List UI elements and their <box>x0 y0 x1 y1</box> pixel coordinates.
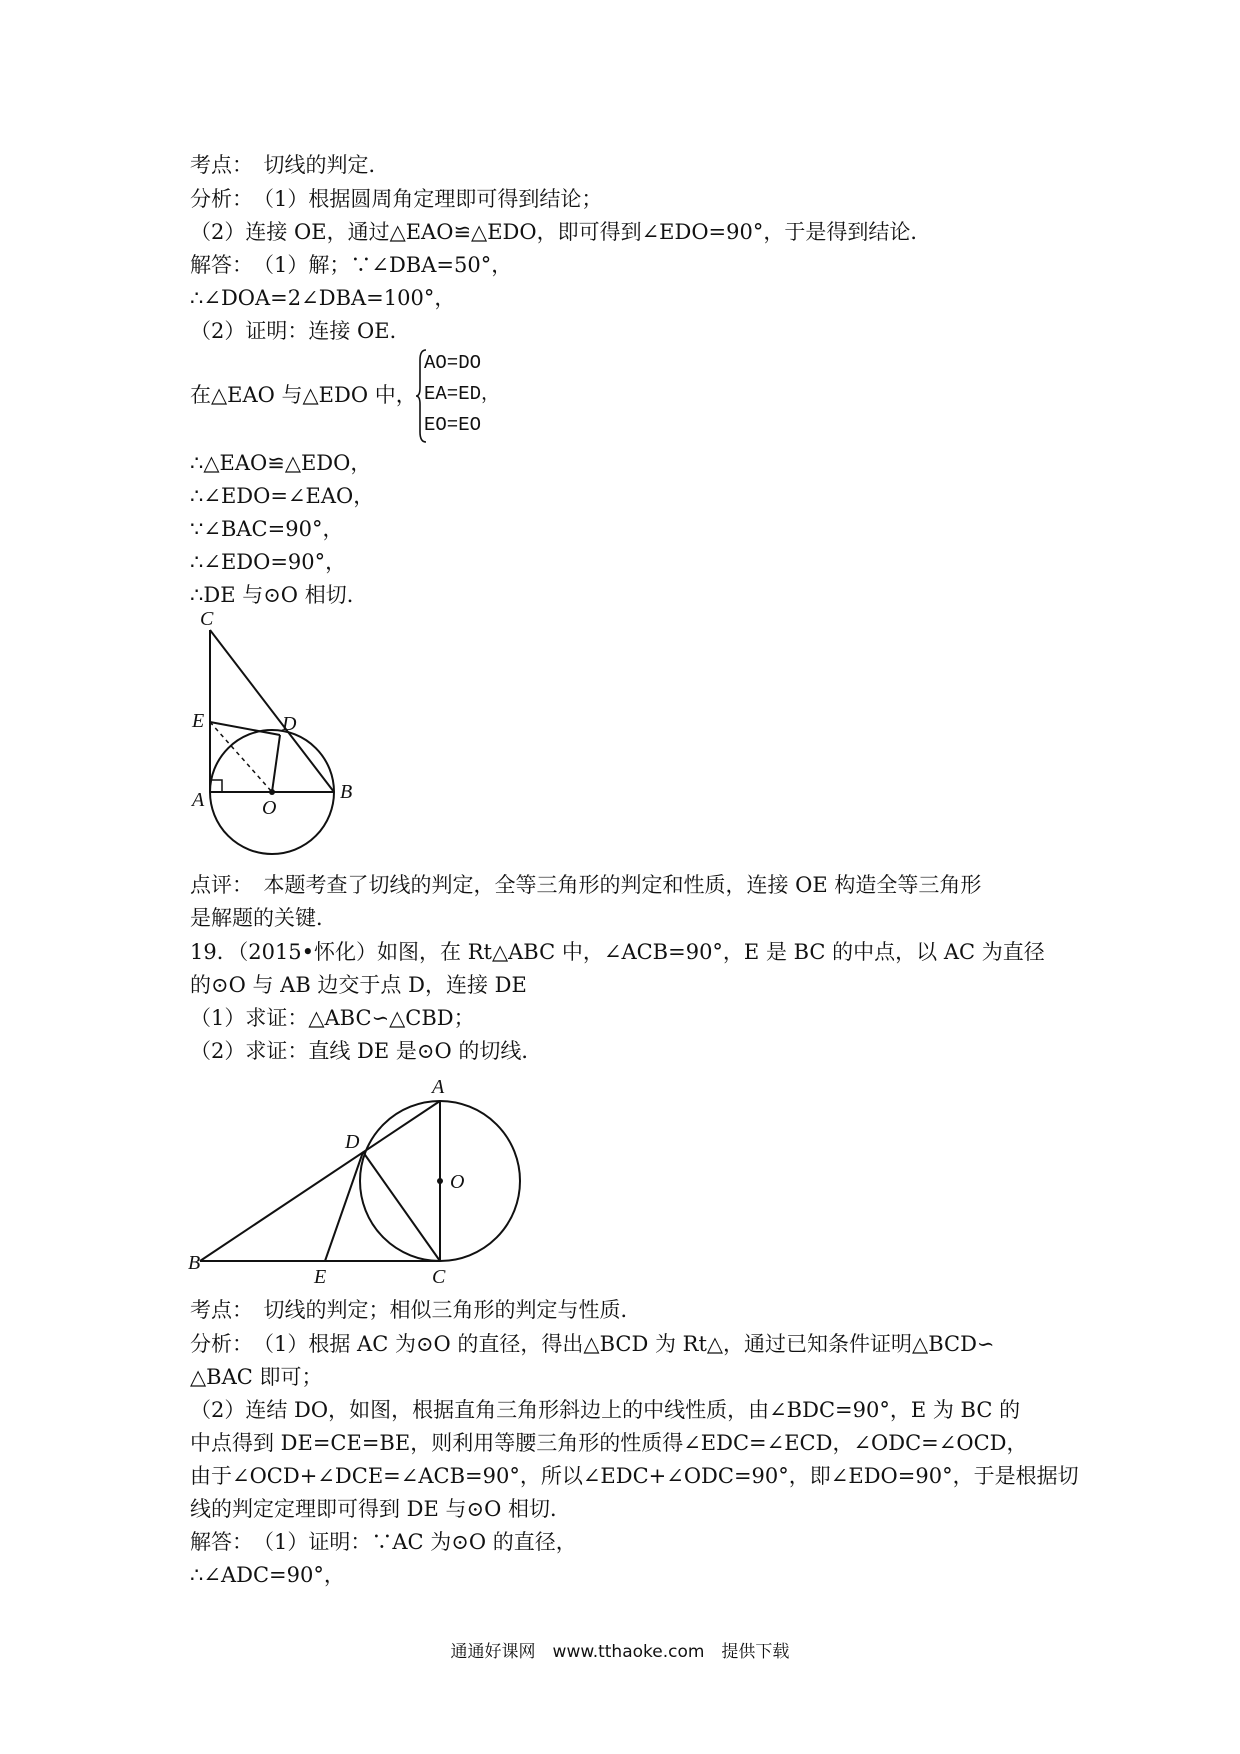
segment-dc <box>363 1152 440 1261</box>
system-eq-1: AO=DO <box>424 352 482 374</box>
label-o: O <box>262 797 277 819</box>
fenxi-1-part2: （2）连接 OE，通过△EAO≌△EDO，即可得到∠EDO=90°，于是得到结论． <box>190 220 932 244</box>
jieda-2-step: ∴∠ADC=90°， <box>190 1563 345 1587</box>
figure-1 <box>180 610 380 860</box>
dianping: 点评： 本题考查了切线的判定，全等三角形的判定和性质，连接 OE 构造全等三角形 <box>190 873 982 897</box>
triangle-compare: 在△EAO 与△EDO 中， <box>190 383 417 407</box>
jieda-1-step: ∴∠DOA=2∠DBA=100°， <box>190 286 456 310</box>
fenxi-2: 分析： （1）根据 AC 为⊙O 的直径，得出△BCD 为 Rt△，通过已知条件证明△BCD∽ <box>190 1332 995 1356</box>
problem-19: 19．（2015•怀化）如图，在 Rt△ABC 中，∠ACB=90°，E 是 BC 的中点，以 AC 为直径 <box>190 940 1045 964</box>
problem-19-part1: （1）求证：△ABC∽△CBD； <box>190 1006 475 1030</box>
system-eq-3: EO=EO <box>424 414 482 436</box>
fenxi-1: 分析： （1）根据圆周角定理即可得到结论； <box>190 187 603 211</box>
segment-ba <box>200 1101 440 1261</box>
kaodian-1: 考点： 切线的判定． <box>190 153 390 177</box>
fenxi-2-part2-c: 由于∠OCD+∠DCE=∠ACB=90°，所以∠EDC+∠ODC=90°，即∠EDO=90°，于是根据切 <box>190 1464 1079 1488</box>
system-eq-2: EA=ED， <box>424 383 501 405</box>
label-o: O <box>450 1171 465 1193</box>
label-d: D <box>282 713 297 735</box>
fenxi-2-part2-d: 线的判定定理即可得到 DE 与⊙O 相切． <box>190 1497 572 1521</box>
conclusion-tangent: ∴DE 与⊙O 相切． <box>190 583 368 607</box>
jieda-2: 解答： （1）证明：∵AC 为⊙O 的直径， <box>190 1530 577 1554</box>
kaodian-2: 考点： 切线的判定；相似三角形的判定与性质． <box>190 1298 642 1322</box>
label-e: E <box>314 1266 327 1285</box>
page-footer: 通通好课网 www.tthaoke.com 提供下载 <box>450 1642 790 1662</box>
angle-edo: ∴∠EDO=90°， <box>190 550 347 574</box>
fenxi-2-part2-b: 中点得到 DE=CE=BE，则利用等腰三角形的性质得∠EDC=∠ECD，∠ODC=∠OCD， <box>190 1431 1028 1455</box>
congruent: ∴△EAO≌△EDO， <box>190 451 372 475</box>
label-c: C <box>432 1266 446 1285</box>
problem-19-part2: （2）求证：直线 DE 是⊙O 的切线． <box>190 1039 543 1063</box>
fenxi-2-cont: △BAC 即可； <box>190 1365 323 1389</box>
equation-system <box>424 348 500 441</box>
proof-start: （2）证明：连接 OE． <box>190 319 411 343</box>
segment-de <box>325 1152 363 1261</box>
segment-do <box>272 735 280 792</box>
label-c: C <box>200 610 214 630</box>
figure-2 <box>180 1075 540 1285</box>
fenxi-2-part2: （2）连结 DO，如图，根据直角三角形斜边上的中线性质，由∠BDC=90°，E 为 BC 的 <box>190 1398 1021 1422</box>
label-d: D <box>345 1131 360 1153</box>
segment-cb <box>210 630 334 792</box>
label-b: B <box>340 781 353 803</box>
label-e: E <box>192 710 205 732</box>
jieda-1: 解答： （1）解；∵∠DBA=50°， <box>190 253 513 277</box>
problem-19-cont: 的⊙O 与 AB 边交于点 D，连接 DE <box>190 973 527 997</box>
label-a: A <box>432 1076 445 1098</box>
label-a: A <box>192 789 205 811</box>
label-b: B <box>188 1252 201 1274</box>
center-dot <box>437 1178 443 1184</box>
angle-bac: ∵∠BAC=90°， <box>190 517 344 541</box>
angle-equal: ∴∠EDO=∠EAO， <box>190 484 375 508</box>
segment-ed <box>210 722 280 735</box>
center-dot <box>269 789 275 795</box>
dianping-cont: 是解题的关键． <box>190 906 337 930</box>
